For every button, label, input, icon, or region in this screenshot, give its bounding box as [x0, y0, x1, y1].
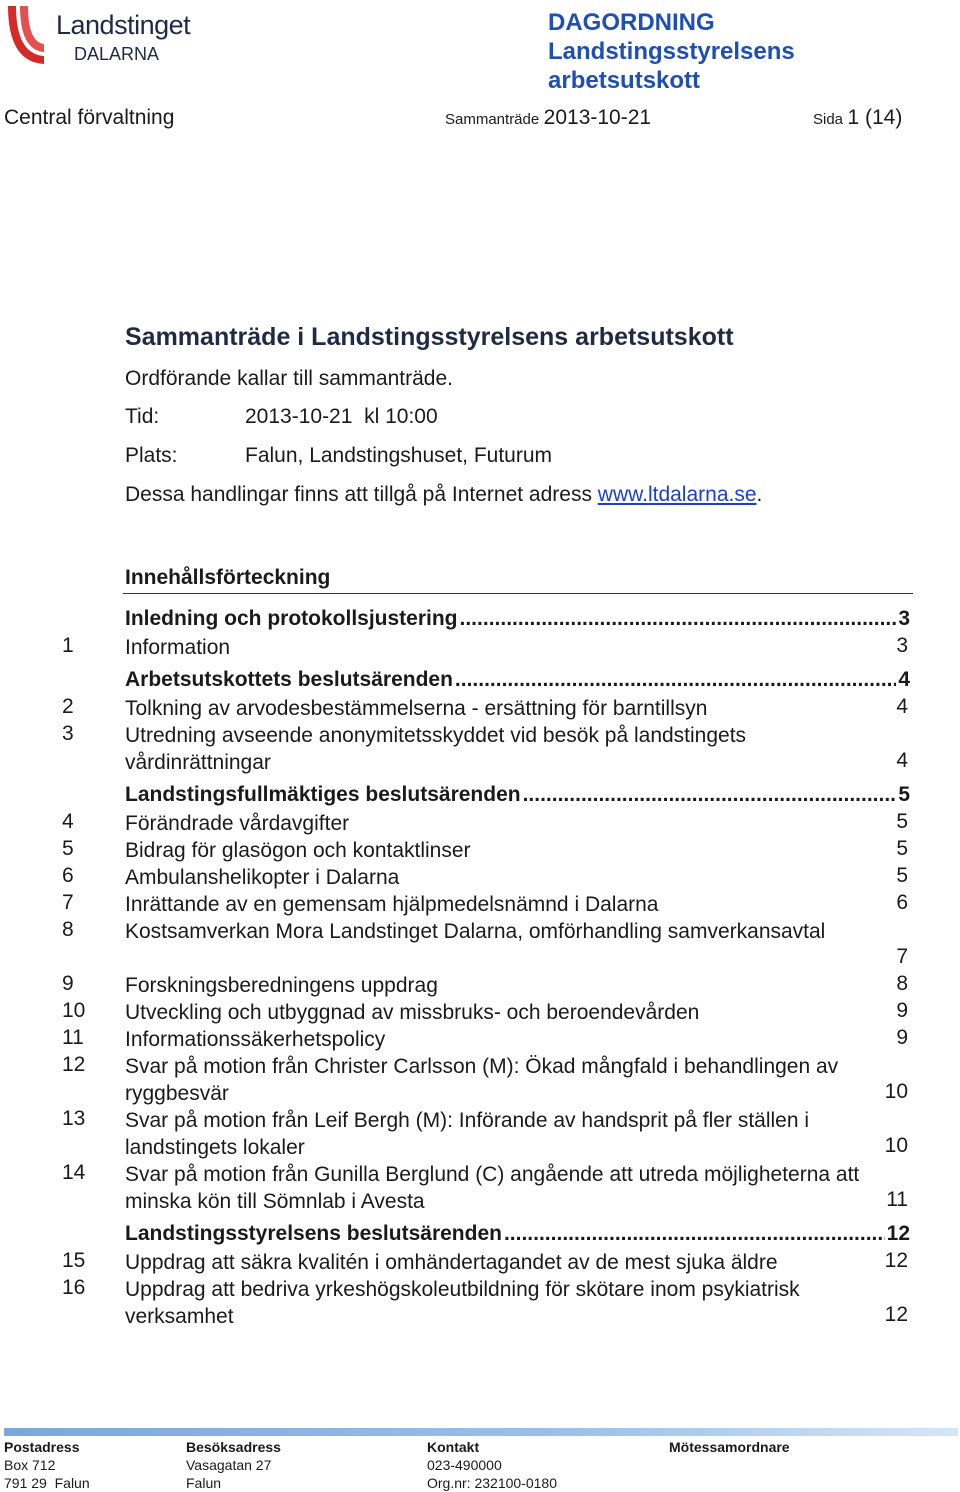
toc-item-number: 1	[62, 634, 74, 657]
toc-section-page: 4	[898, 668, 910, 691]
footer-motessamordnare-label: Mötessamordnare	[669, 1439, 790, 1455]
time-value: 2013-10-21 kl 10:00	[245, 405, 438, 428]
toc-title: Innehållsförteckning	[125, 566, 331, 589]
toc-item-number: 9	[62, 972, 74, 995]
toc-divider	[123, 593, 913, 594]
toc-item-number: 5	[62, 837, 74, 860]
time-label: Tid:	[125, 405, 160, 428]
document-type: DAGORDNING	[548, 9, 715, 36]
toc-item-number: 11	[62, 1026, 84, 1049]
toc-item-page: 3	[896, 634, 908, 657]
internet-end: .	[756, 483, 763, 506]
toc-item-page: 4	[896, 749, 908, 772]
footer-divider	[4, 1428, 958, 1436]
toc-item-number: 7	[62, 891, 74, 914]
document-title-line-1: Landstingsstyrelsens	[548, 38, 795, 65]
toc-item-text[interactable]: Svar på motion från Christer Carlsson (M): Ökad mångfald i behandlingen av ryggbesvär	[125, 1055, 839, 1105]
toc-item-text[interactable]: Svar på motion från Gunilla Berglund (C) angående att utreda möjligheterna att minska kön till Sömnlab i Avesta	[125, 1163, 860, 1213]
footer-motessamordnare	[669, 1438, 790, 1456]
meeting-date-header	[445, 106, 651, 130]
document-title	[548, 8, 795, 95]
toc-item-text[interactable]: Tolkning av arvodesbestämmelserna - ersättning för barntillsyn	[125, 697, 708, 720]
toc-item-text[interactable]: Utveckling och utbyggnad av missbruks- och beroendevården	[125, 1001, 700, 1024]
toc-item-page: 9	[896, 999, 908, 1022]
footer-postadress-label: Postadress	[4, 1439, 80, 1455]
toc-section-title: Landstingsstyrelsens beslutsärenden	[125, 1222, 502, 1245]
page-title: Sammanträde i Landstingsstyrelsens arbetsutskott	[125, 323, 734, 351]
toc-item-text[interactable]: Information	[125, 636, 231, 659]
toc-item-text[interactable]: Forskningsberedningens uppdrag	[125, 974, 438, 997]
toc-item-number: 13	[62, 1107, 86, 1130]
toc-section-title: Inledning och protokollsjustering	[125, 607, 458, 630]
toc-item-number: 4	[62, 810, 74, 833]
footer-kontakt	[427, 1438, 557, 1492]
toc-item-text[interactable]: Uppdrag att säkra kvalitén i omhändertagandet av de mest sjuka äldre	[125, 1251, 778, 1274]
toc-item-number: 10	[62, 999, 86, 1022]
logo-name: Landstinget	[56, 10, 191, 40]
logo-region: DALARNA	[74, 44, 160, 64]
toc-section[interactable]	[125, 783, 910, 807]
toc-section-page: 12	[886, 1222, 910, 1245]
toc-section-page: 5	[898, 783, 910, 806]
footer-besoksadress	[186, 1438, 281, 1492]
toc-item-page: 7	[896, 945, 908, 968]
intro-text: Ordförande kallar till sammanträde.	[125, 367, 453, 390]
logo-mark-icon	[4, 4, 50, 66]
internet-text: Dessa handlingar finns att tillgå på Internet adress	[125, 483, 598, 506]
place-row	[125, 444, 552, 468]
toc-item-number: 2	[62, 695, 74, 718]
toc-item-number: 6	[62, 864, 74, 887]
toc-item-page: 9	[896, 1026, 908, 1049]
toc-item-number: 3	[62, 722, 74, 745]
footer-kontakt-orgnr: Org.nr: 232100-0180	[427, 1475, 557, 1491]
toc-item-page: 8	[896, 972, 908, 995]
toc-item-page: 5	[896, 864, 908, 887]
toc-item-page: 5	[896, 837, 908, 860]
toc-item-text[interactable]: Bidrag för glasögon och kontaktlinser	[125, 839, 471, 862]
toc-item-text[interactable]: Inrättande av en gemensam hjälpmedelsnämnd i Dalarna	[125, 893, 659, 916]
page-label: Sida	[813, 111, 844, 128]
toc-item-text[interactable]: Informationssäkerhetspolicy	[125, 1028, 386, 1051]
landstinget-dalarna-logo	[4, 4, 191, 66]
meeting-label: Sammanträde	[445, 111, 540, 128]
toc-item-number: 15	[62, 1249, 86, 1272]
toc-item-number: 14	[62, 1161, 86, 1184]
toc-section-page: 3	[898, 607, 910, 630]
footer-besoksadress-line-1: Vasagatan 27	[186, 1457, 272, 1473]
toc-item-page: 5	[896, 810, 908, 833]
toc-section-title: Landstingsfullmäktiges beslutsärenden	[125, 783, 521, 806]
toc-item-page: 10	[884, 1080, 908, 1103]
toc-item-text[interactable]: Utredning avseende anonymitetsskyddet vid besök på landstingets vårdinrättningar	[125, 724, 747, 774]
toc-item-page: 12	[884, 1303, 908, 1326]
toc-section[interactable]	[125, 1222, 910, 1246]
meeting-date: 2013-10-21	[543, 106, 652, 129]
page-indicator	[813, 106, 902, 130]
toc-item-text[interactable]: Uppdrag att bedriva yrkeshögskoleutbildning för skötare inom psykiatrisk verksamhet	[125, 1278, 800, 1328]
toc-item-page: 11	[886, 1188, 908, 1211]
place-value: Falun, Landstingshuset, Futurum	[245, 444, 553, 467]
toc-item-number: 12	[62, 1053, 86, 1076]
footer-postadress-line-1: Box 712	[4, 1457, 56, 1473]
place-label: Plats:	[125, 444, 178, 467]
footer-postadress-line-2: 791 29 Falun	[4, 1475, 90, 1491]
footer-besoksadress-label: Besöksadress	[186, 1439, 281, 1455]
footer-postadress	[4, 1438, 90, 1492]
toc-item-text[interactable]: Svar på motion från Leif Bergh (M): Införande av handsprit på fler ställen i landstingets lokaler	[125, 1109, 810, 1159]
toc-item-number: 8	[62, 918, 74, 941]
website-link[interactable]: www.ltdalarna.se	[597, 483, 757, 506]
toc-item-page: 6	[896, 891, 908, 914]
page-value: 1 (14)	[847, 106, 903, 129]
toc-item-text[interactable]: Förändrade vårdavgifter	[125, 812, 350, 835]
footer-besoksadress-line-2: Falun	[186, 1475, 222, 1491]
toc-section[interactable]	[125, 607, 910, 631]
footer-kontakt-phone: 023-490000	[427, 1457, 502, 1473]
toc-item-page: 12	[884, 1249, 908, 1272]
toc-item-page: 4	[896, 695, 908, 718]
toc-item-number: 16	[62, 1276, 86, 1299]
toc-item-page: 10	[884, 1134, 908, 1157]
document-title-line-2: arbetsutskott	[548, 67, 701, 94]
organization-unit: Central förvaltning	[4, 106, 175, 129]
toc-section[interactable]	[125, 668, 910, 692]
toc-section-title: Arbetsutskottets beslutsärenden	[125, 668, 453, 691]
time-row	[125, 405, 438, 429]
toc-item-text[interactable]: Kostsamverkan Mora Landstinget Dalarna, omförhandling samverkansavtal	[125, 920, 826, 943]
toc-item-text[interactable]: Ambulanshelikopter i Dalarna	[125, 866, 400, 889]
footer-kontakt-label: Kontakt	[427, 1439, 480, 1455]
internet-row	[125, 483, 762, 507]
